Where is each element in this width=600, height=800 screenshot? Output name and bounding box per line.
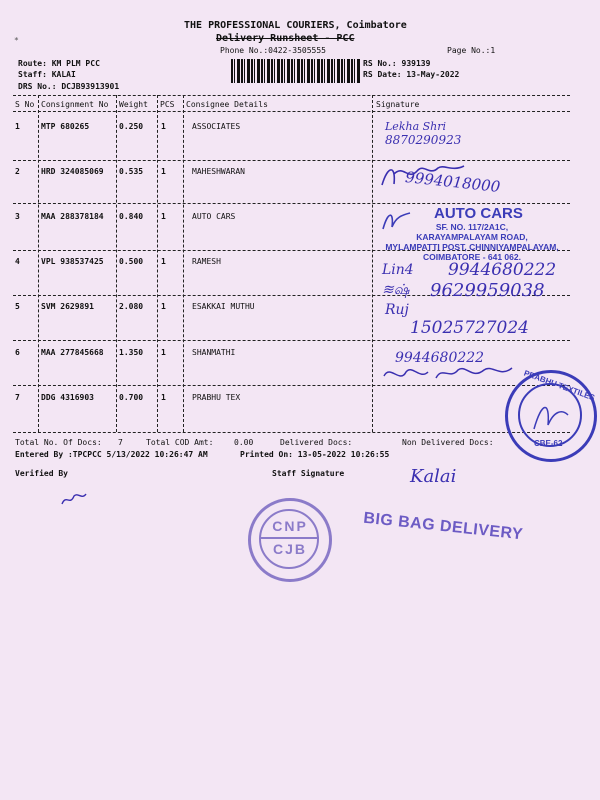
handwritten-signature: [380, 362, 530, 386]
column-header-consignee: Consignee Details: [186, 100, 268, 109]
auto-cars-stamp: [372, 205, 572, 262]
stamp-address-line: COIMBATORE - 641 062.: [423, 252, 521, 262]
stamp-address-line: MYLAMPATTI POST, CHINNIYAMPALAYAM,: [385, 242, 559, 252]
non-delivered-docs-label: Non Delivered Docs:: [402, 438, 494, 447]
row-weight: 1.350: [119, 348, 144, 357]
total-docs-value: 7: [118, 438, 123, 447]
verifier-initials: [58, 486, 88, 508]
row-sno: 6: [15, 348, 20, 357]
row-divider: [13, 203, 570, 204]
staff-signature-label: Staff Signature: [272, 469, 345, 478]
row-consignee: AUTO CARS: [192, 212, 236, 221]
staff-signature: Kalai: [410, 466, 457, 487]
rs-number: RS No.: 939139: [363, 59, 431, 68]
printed-on: Printed On: 13-05-2022 10:26:55: [240, 450, 390, 459]
column-divider: [116, 95, 117, 432]
row-divider: [13, 160, 570, 161]
stamp-company-name: AUTO CARS: [434, 205, 523, 222]
column-divider: [372, 95, 373, 432]
signature-phone: 15025727024: [410, 318, 529, 338]
row-pcs: 1: [161, 393, 166, 402]
row-pcs: 1: [161, 122, 166, 131]
column-header-weight: Weight: [119, 100, 148, 109]
row-sno: 4: [15, 257, 20, 266]
big-bag-delivery-stamp: BIG BAG DELIVERY: [362, 509, 524, 544]
signature-phone: 9994018000: [404, 168, 502, 196]
stamp-text-bottom: CJB: [272, 541, 307, 557]
stamp-divider: [261, 537, 319, 539]
row-consignment: VPL 938537425: [41, 257, 104, 266]
signature-name: Lekha Shri: [385, 120, 447, 133]
total-docs-label: Total No. Of Docs:: [15, 438, 102, 447]
row-sno: 1: [15, 122, 20, 131]
verified-by-label: Verified By: [15, 469, 68, 478]
handwritten-signature: [528, 395, 574, 435]
stamp-address-line: SF. NO. 117/2A1C,: [435, 222, 509, 232]
corner-mark: *: [14, 36, 19, 45]
row-weight: 0.840: [119, 212, 144, 221]
delivered-docs-label: Delivered Docs:: [280, 438, 353, 447]
table-top-border: [13, 95, 570, 96]
company-title: THE PROFESSIONAL COURIERS, Coimbatore: [184, 20, 407, 31]
column-divider: [157, 95, 158, 432]
cnp-cjb-stamp: [248, 498, 332, 582]
entered-by: Entered By :TPCPCC 5/13/2022 10:26:47 AM: [15, 450, 208, 459]
row-weight: 0.500: [119, 257, 144, 266]
row-weight: 2.080: [119, 302, 144, 311]
drs-number: DRS No.: DCJB93913901: [18, 82, 120, 91]
phone-number: Phone No.:0422-3505555: [220, 46, 326, 55]
row-consignee: MAHESHWARAN: [192, 167, 245, 176]
row-sno: 2: [15, 167, 20, 176]
signature-phone: 9944680222: [448, 260, 557, 280]
stamp-address-line: KARAYAMPALAYAM ROAD,: [416, 232, 528, 242]
row-divider: [13, 340, 570, 341]
column-header-pcs: PCS: [160, 100, 175, 109]
row-consignment: DDG 4316903: [41, 393, 94, 402]
row-pcs: 1: [161, 167, 166, 176]
column-header-consignment: Consignment No: [41, 100, 109, 109]
row-weight: 0.535: [119, 167, 144, 176]
handwritten-signature: ≋ஷ்: [382, 282, 410, 298]
row-consignee: PRABHU TEX: [192, 393, 241, 402]
page-number: Page No.:1: [447, 46, 496, 55]
column-divider: [183, 95, 184, 432]
row-sno: 5: [15, 302, 20, 311]
runsheet-title: Delivery Runsheet - PCC: [216, 33, 355, 44]
row-consignment: SVM 2629891: [41, 302, 94, 311]
row-consignment: MTP 680265: [41, 122, 90, 131]
row-consignment: HRD 324085069: [41, 167, 104, 176]
row-pcs: 1: [161, 348, 166, 357]
table-header-border: [13, 111, 570, 112]
row-pcs: 1: [161, 257, 166, 266]
handwritten-initials: Lin4: [382, 262, 414, 278]
row-weight: 0.250: [119, 122, 144, 131]
barcode-image: [231, 59, 361, 83]
table-bottom-border: [13, 432, 570, 433]
row-weight: 0.700: [119, 393, 144, 402]
column-header-sno: S No: [15, 100, 35, 109]
staff-label: Staff: KALAI: [18, 70, 76, 79]
rs-date: RS Date: 13-May-2022: [363, 70, 460, 79]
row-sno: 3: [15, 212, 20, 221]
column-divider: [38, 95, 39, 432]
stamp-text-top: CNP: [272, 518, 308, 534]
column-header-signature: Signature: [376, 100, 420, 109]
row-consignee: SHANMATHI: [192, 348, 236, 357]
row-pcs: 1: [161, 302, 166, 311]
prabhu-textiles-stamp: [505, 370, 597, 462]
route-label: Route: KM PLM PCC: [18, 59, 100, 68]
row-consignee: RAMESH: [192, 257, 221, 266]
total-cod-label: Total COD Amt:: [146, 438, 214, 447]
row-consignee: ASSOCIATES: [192, 122, 241, 131]
signature-phone: 8870290923: [385, 133, 462, 147]
total-cod-value: 0.00: [234, 438, 254, 447]
row-consignment: MAA 288378184: [41, 212, 104, 221]
stamp-city: CBE-62: [534, 439, 563, 448]
row-consignee: ESAKKAI MUTHU: [192, 302, 255, 311]
row-sno: 7: [15, 393, 20, 402]
signature-phone: 9944680222: [395, 350, 485, 366]
signature-phone: 9629959038: [430, 280, 545, 301]
row-pcs: 1: [161, 212, 166, 221]
handwritten-initials: Ruj: [385, 302, 409, 318]
row-consignment: MAA 277845668: [41, 348, 104, 357]
stamp-company-name: PRABHU TEXTILES: [522, 368, 596, 403]
